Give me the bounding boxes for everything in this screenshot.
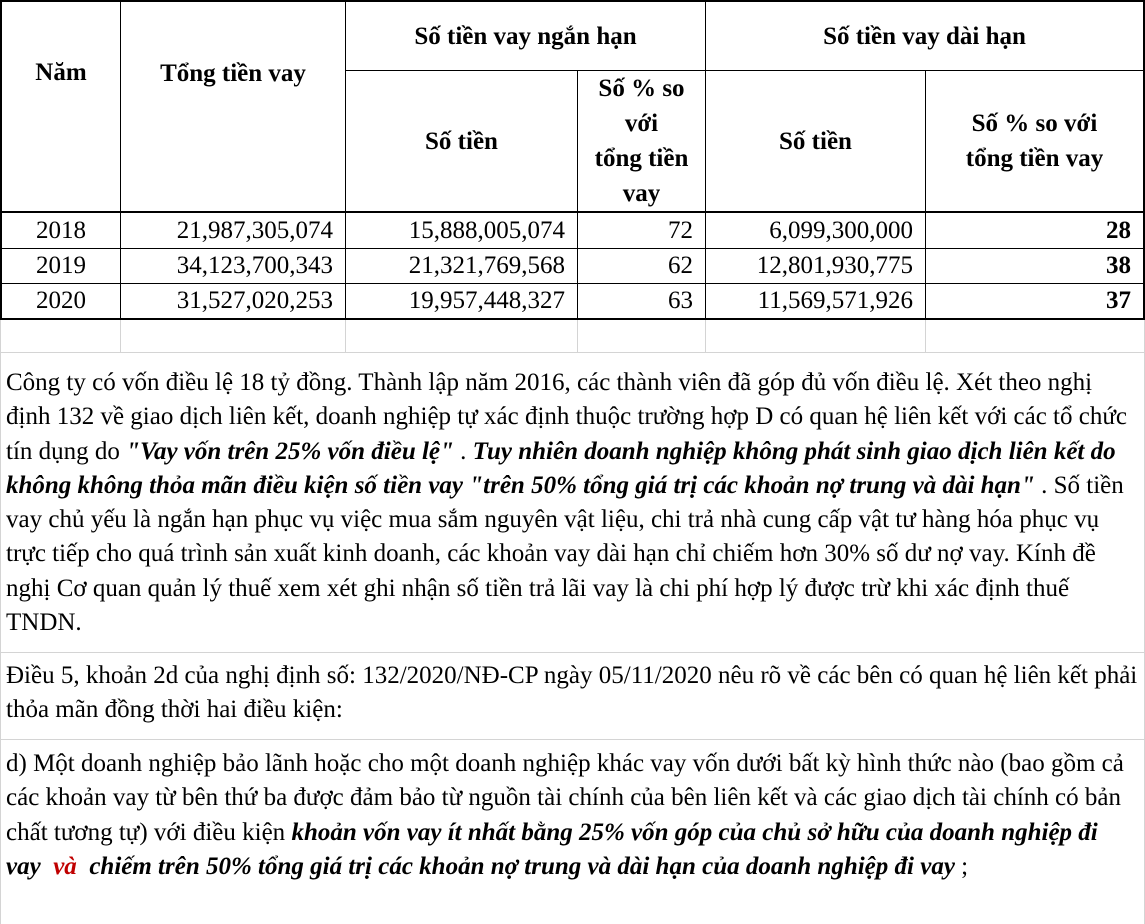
cell-border [0,739,1145,740]
grid-line [925,320,926,352]
header-total-loan: Tổng tiền vay [160,60,306,87]
paragraph-condition-d: d) Một doanh nghiệp bảo lãnh hoặc cho một doanh nghiệp khác vay vốn dưới bất kỳ hình thức nào (bao gồm cả các khoản vay từ bên thứ ba được đảm bảo từ nguồn tài chính của bên liên kết và các giao dịch tài chính có bản chất tương tự) với điều kiện khoản vốn vay ít nhất bằng 25% vốn góp của chủ sở hữu của doanh nghiệp đi vay và chiếm trên 50% tổng giá trị các khoản nợ trung và dài hạn của doanh nghiệp đi vay ; [6,750,1124,880]
grid-line [345,320,346,352]
table-border-bottom [0,318,1145,320]
grid-line [0,320,1,352]
table-cell-total: 31,527,020,253 [176,287,333,314]
header-year: Năm [35,59,87,86]
table-cell-short-percent: 63 [668,287,693,314]
table-cell-total: 21,987,305,074 [176,216,333,244]
grid-line [705,320,706,352]
header-long-term-group: Số tiền vay dài hạn [823,22,1026,50]
table-cell-long-amount: 11,569,571,926 [757,287,913,314]
paragraph-decree-article: Điều 5, khoản 2d của nghị định số: 132/2020/NĐ-CP ngày 05/11/2020 nêu rõ về các bên có quan hệ liên kết phải thỏa mãn đồng thời hai điều kiện: [6,662,1138,724]
header-short-percent: Số % so với tổng tiền vay [594,75,689,207]
table-cell-year: 2019 [36,252,86,279]
header-long-percent: Số % so với tổng tiền vay [965,110,1104,172]
header-short-term-group: Số tiền vay ngắn hạn [414,22,637,50]
grid-line [577,320,578,352]
header-short-amount: Số tiền [425,127,498,155]
table-cell-year: 2020 [36,287,86,314]
cell-border [0,353,1,924]
table-cell-long-amount: 6,099,300,000 [769,216,913,244]
paragraph-company-loan: Công ty có vốn điều lệ 18 tỷ đồng. Thành lập năm 2016, các thành viên đã góp đủ vốn điều lệ. Xét theo nghị định 132 về giao dịch liên kết, doanh nghiệp tự xác định thuộc trường hợp D có quan hệ liên kết với các tổ chức tín dụng do "Vay vốn trên 25% vốn điều lệ" . Tuy nhiên doanh nghiệp không phát sinh giao dịch liên kết do không không thỏa mãn điều kiện số tiền vay "trên 50% tổng giá trị các khoản nợ trung và dài hạn" . Số tiền vay chủ yếu là ngắn hạn phục vụ việc mua sắm nguyên vật liệu, chi trả nhà cung cấp vật tư hàng hóa phục vụ trực tiếp cho quá trình sản xuất kinh doanh, các khoản vay dài hạn chỉ chiếm hơn 30% số dư nợ vay. Kính đề nghị Cơ quan quản lý thuế xem xét ghi nhận số tiền trả lãi vay là chi phí hợp lý được trừ khi xác định thuế TNDN. [6,369,1127,637]
cell-border [0,652,1145,653]
table-cell-short-amount: 19,957,448,327 [408,287,565,314]
header-long-amount: Số tiền [779,127,852,155]
grid-line [0,352,1145,353]
table-cell-short-percent: 72 [668,216,693,244]
table-cell-long-percent: 38 [1106,252,1131,279]
table-cell-total: 34,123,700,343 [176,252,333,279]
table-cell-long-percent: 37 [1106,287,1131,314]
table-cell-year: 2018 [36,216,86,244]
table-cell-short-amount: 15,888,005,074 [408,216,565,244]
table-cell-long-percent: 28 [1106,216,1131,244]
table-cell-short-percent: 62 [668,252,693,279]
table-cell-long-amount: 12,801,930,775 [756,252,913,279]
table-cell-short-amount: 21,321,769,568 [408,252,565,279]
grid-line [120,320,121,352]
